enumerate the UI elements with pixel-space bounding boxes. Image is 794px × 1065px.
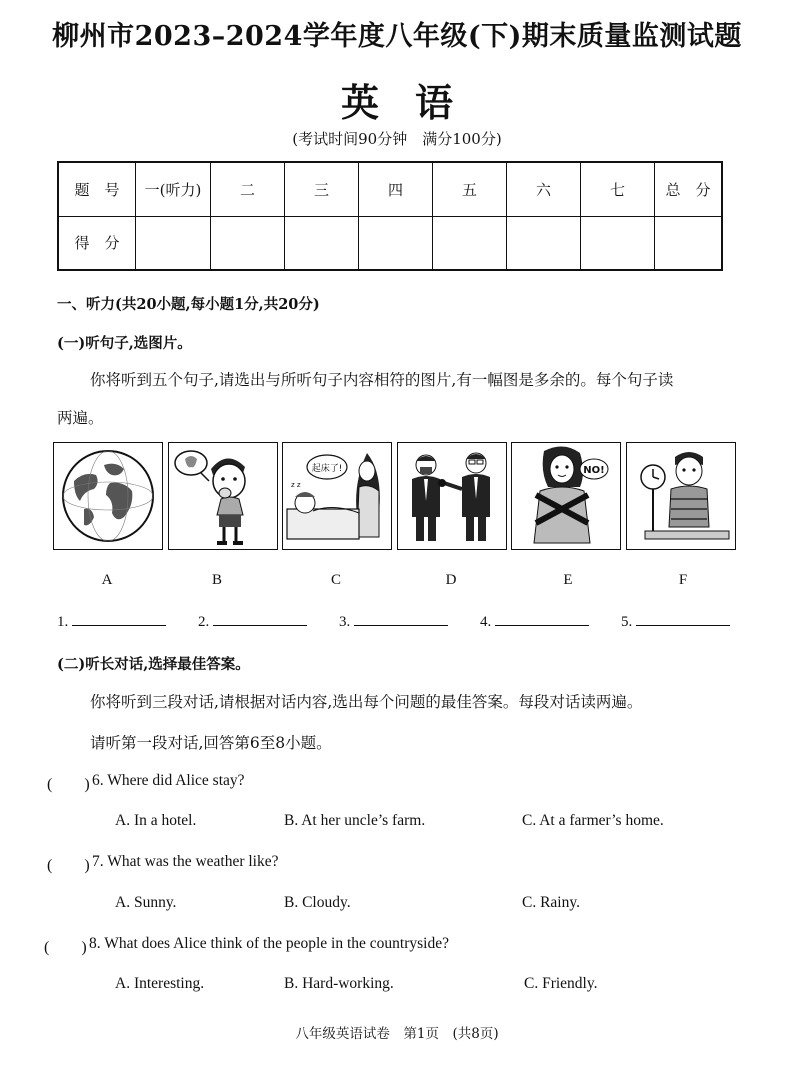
picture-label-a: A [101, 572, 113, 588]
part2-heading: (二)听长对话,选择最佳答案。 [57, 656, 250, 673]
score-table-cell: 五 [433, 162, 507, 216]
answer-line[interactable] [213, 611, 307, 626]
answer-blank-number: 3. [339, 614, 351, 630]
interview-icon [398, 443, 506, 549]
picture-b [168, 442, 278, 550]
score-table-cell: 二 [211, 162, 285, 216]
answer-line[interactable] [354, 611, 448, 626]
answer-blank-5 [621, 611, 730, 631]
score-row-label: 得 分 [58, 216, 136, 270]
exam-title: 柳州市2023–2024学年度八年级(下)期末质量监测试题 [52, 21, 742, 52]
section-heading-listening: 一、听力(共20小题,每小题1分,共20分) [57, 296, 320, 313]
option-c: C. Friendly. [524, 975, 598, 992]
answer-bracket[interactable]: ( ) [47, 776, 90, 793]
part1-instruction-line1: 你将听到五个句子,请选出与所听句子内容相符的图片,有一幅图是多余的。每个句子读 [90, 371, 674, 389]
sick-girl-in-bed-icon [283, 443, 391, 549]
picture-row [53, 442, 735, 550]
picture-c-bubble-text: 起床了! [311, 464, 343, 474]
picture-a [53, 442, 163, 550]
answer-blank-1 [57, 611, 166, 631]
picture-e [511, 442, 621, 550]
answer-blank-number: 5. [621, 614, 633, 630]
score-cell[interactable] [433, 216, 507, 270]
option-a: A. Interesting. [115, 975, 205, 992]
option-a: A. In a hotel. [115, 812, 197, 829]
picture-label-f: F [678, 572, 688, 588]
question-stem: 8. What does Alice think of the people in the countryside? [89, 935, 449, 952]
picture-f [626, 442, 736, 550]
sleep-z-icon: z z [291, 481, 301, 489]
answer-line[interactable] [72, 611, 166, 626]
subject-title: 英语 [340, 80, 489, 125]
part1-heading: (一)听句子,选图片。 [57, 335, 192, 352]
answer-blank-2 [198, 611, 307, 631]
picture-label-b: B [211, 572, 222, 588]
score-cell[interactable] [211, 216, 285, 270]
picture-e-bubble-text: NO! [583, 465, 605, 476]
part2-instruction: 你将听到三段对话,请根据对话内容,选出每个问题的最佳答案。每段对话读两遍。 [90, 693, 643, 711]
option-a: A. Sunny. [115, 894, 177, 911]
question-stem: 7. What was the weather like? [92, 853, 279, 870]
answer-blank-number: 2. [198, 614, 210, 630]
score-cell[interactable] [507, 216, 581, 270]
answer-blank-4 [480, 611, 589, 631]
picture-label-d: D [445, 572, 457, 588]
answer-blank-3 [339, 611, 448, 631]
answer-line[interactable] [636, 611, 730, 626]
score-table-header-row [58, 162, 722, 216]
answer-bracket[interactable]: ( ) [44, 939, 87, 956]
score-cell[interactable] [359, 216, 433, 270]
score-table-score-row [58, 216, 722, 270]
answer-bracket[interactable]: ( ) [47, 857, 90, 874]
toothache-boy-icon [169, 443, 277, 549]
dialogue1-instruction: 请听第一段对话,回答第6至8小题。 [90, 734, 332, 752]
answer-line[interactable] [495, 611, 589, 626]
option-b: B. Cloudy. [284, 894, 351, 911]
score-table-cell: 总 分 [655, 162, 723, 216]
score-table [57, 161, 723, 271]
picture-d [397, 442, 507, 550]
score-cell[interactable] [655, 216, 723, 270]
question-stem: 6. Where did Alice stay? [92, 772, 245, 789]
score-table-cell: 一(听力) [136, 162, 211, 216]
picture-label-c: C [330, 572, 341, 588]
picture-label-e: E [563, 572, 573, 588]
score-table-cell: 七 [581, 162, 655, 216]
score-table-cell: 三 [285, 162, 359, 216]
score-table-cell: 题 号 [58, 162, 136, 216]
score-table-cell: 四 [359, 162, 433, 216]
score-table-cell: 六 [507, 162, 581, 216]
picture-c [282, 442, 392, 550]
part1-instruction-line2: 两遍。 [57, 409, 104, 427]
option-b: B. At her uncle’s farm. [284, 812, 426, 829]
page-footer: 八年级英语试卷 第1页 (共8页) [295, 1026, 499, 1042]
answer-blank-number: 1. [57, 614, 69, 630]
answer-blank-number: 4. [480, 614, 492, 630]
option-c: C. At a farmer’s home. [522, 812, 664, 829]
girl-saying-no-icon [512, 443, 620, 549]
option-b: B. Hard-working. [284, 975, 394, 992]
score-cell[interactable] [285, 216, 359, 270]
score-cell[interactable] [136, 216, 211, 270]
boy-with-clock-icon [627, 443, 735, 549]
exam-info: (考试时间90分钟 满分100分) [292, 130, 502, 148]
globe-icon [54, 443, 162, 549]
score-cell[interactable] [581, 216, 655, 270]
option-c: C. Rainy. [522, 894, 580, 911]
